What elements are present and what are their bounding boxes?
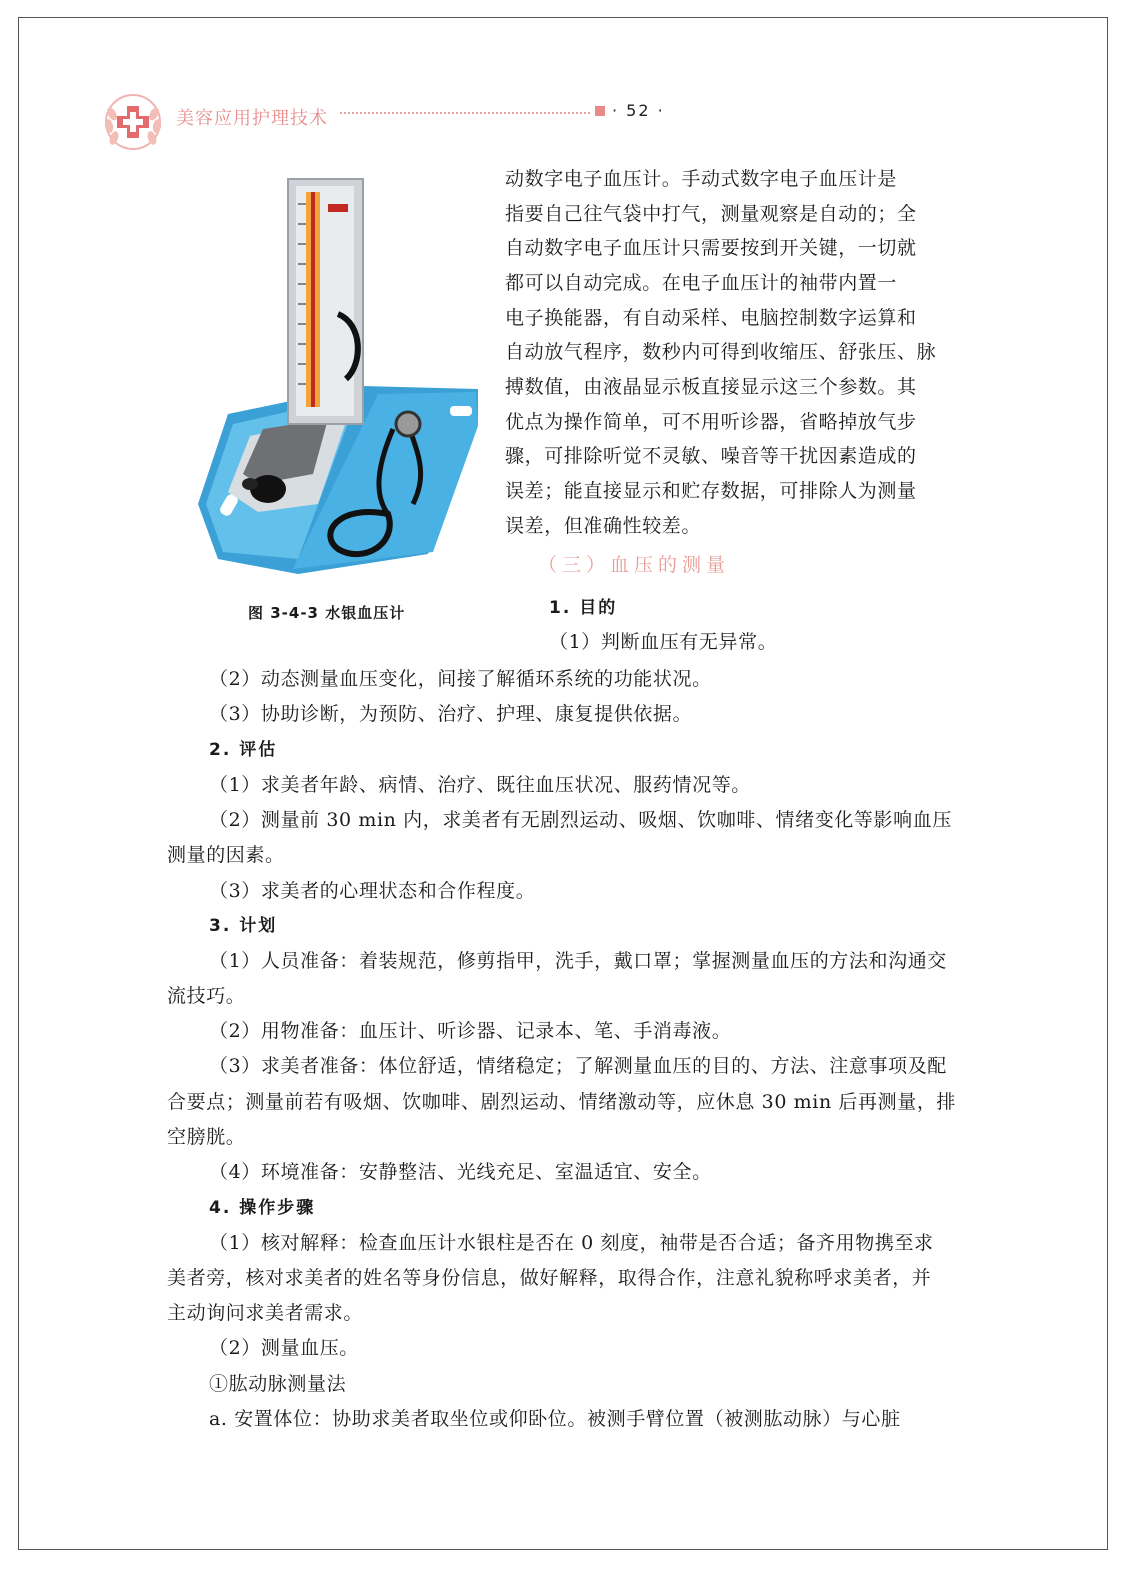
subheading-purpose: 1. 目的 [549, 598, 618, 618]
text-line: （2）动态测量血压变化，间接了解循环系统的功能状况。 [209, 668, 712, 690]
text-line: 误差；能直接显示和贮存数据，可排除人为测量 [505, 480, 917, 502]
text-line: 自动数字电子血压计只需要按到开关键，一切就 [505, 237, 917, 259]
subheading-steps: 4. 操作步骤 [209, 1198, 316, 1218]
text-line: 空膀胱。 [167, 1126, 246, 1148]
text-line: 优点为操作简单，可不用听诊器，省略掉放气步 [505, 411, 917, 433]
text-line: 都可以自动完成。在电子血压计的袖带内置一 [505, 272, 898, 294]
text-line: （4）环境准备：安静整洁、光线充足、室温适宜、安全。 [209, 1161, 712, 1183]
text-line: （1）人员准备：着装规范，修剪指甲，洗手，戴口罩；掌握测量血压的方法和沟通交 [209, 950, 947, 972]
text-line: （1）判断血压有无异常。 [549, 631, 778, 653]
leader-dots [340, 112, 590, 116]
text-line: 指要自己往气袋中打气，测量观察是自动的；全 [505, 203, 917, 225]
text-line: ①肱动脉测量法 [209, 1373, 347, 1395]
text-line: （1）求美者年龄、病情、治疗、既往血压状况、服药情况等。 [209, 774, 751, 796]
text-line: （1）核对解释：检查血压计水银柱是否在 0 刻度，袖带是否合适；备齐用物携至求 [209, 1232, 934, 1254]
text-line: 动数字电子血压计。手动式数字电子血压计是 [505, 168, 898, 190]
header-square [595, 106, 605, 116]
figure-caption: 图 3-4-3 水银血压计 [248, 604, 406, 622]
text-line: （2）测量前 30 min 内，求美者有无剧烈运动、吸烟、饮咖啡、情绪变化等影响血压 [209, 809, 952, 831]
text-line: 美者旁，核对求美者的姓名等身份信息，做好解释，取得合作，注意礼貌称呼求美者，并 [167, 1267, 932, 1289]
subheading-plan: 3. 计划 [209, 916, 278, 936]
medical-cross-logo [100, 92, 166, 152]
text-line: 骤，可排除听觉不灵敏、噪音等干扰因素造成的 [505, 445, 917, 467]
text-line: 合要点；测量前若有吸烟、饮咖啡、剧烈运动、情绪激动等，应休息 30 min 后再测量，排 [167, 1091, 957, 1113]
page-number: · 52 · [612, 101, 665, 120]
text-line: （2）用物准备：血压计、听诊器、记录本、笔、手消毒液。 [209, 1020, 732, 1042]
text-line: 自动放气程序，数秒内可得到收缩压、舒张压、脉 [505, 341, 937, 363]
text-line: （2）测量血压。 [209, 1337, 359, 1359]
text-line: （3）协助诊断，为预防、治疗、护理、康复提供依据。 [209, 703, 693, 725]
text-line: （3）求美者准备：体位舒适，情绪稳定；了解测量血压的目的、方法、注意事项及配 [209, 1055, 947, 1077]
text-line: 搏数值，由液晶显示板直接显示这三个参数。其 [505, 376, 917, 398]
text-line: 电子换能器，有自动采样、电脑控制数字运算和 [505, 307, 917, 329]
text-line: 测量的因素。 [167, 844, 285, 866]
text-line: 流技巧。 [167, 985, 246, 1007]
text-line: 主动询问求美者需求。 [167, 1302, 364, 1324]
text-line: （3）求美者的心理状态和合作程度。 [209, 880, 536, 902]
page-header [100, 92, 700, 152]
book-title: 美容应用护理技术 [176, 108, 328, 129]
text-line: 误差，但准确性较差。 [505, 515, 702, 537]
text-line: a. 安置体位：协助求美者取坐位或仰卧位。被测手臂位置（被测肱动脉）与心脏 [209, 1408, 901, 1430]
mercury-sphygmomanometer-image [188, 174, 484, 584]
section-heading: （三）血压的测量 [538, 554, 731, 576]
subheading-assessment: 2. 评估 [209, 740, 278, 760]
